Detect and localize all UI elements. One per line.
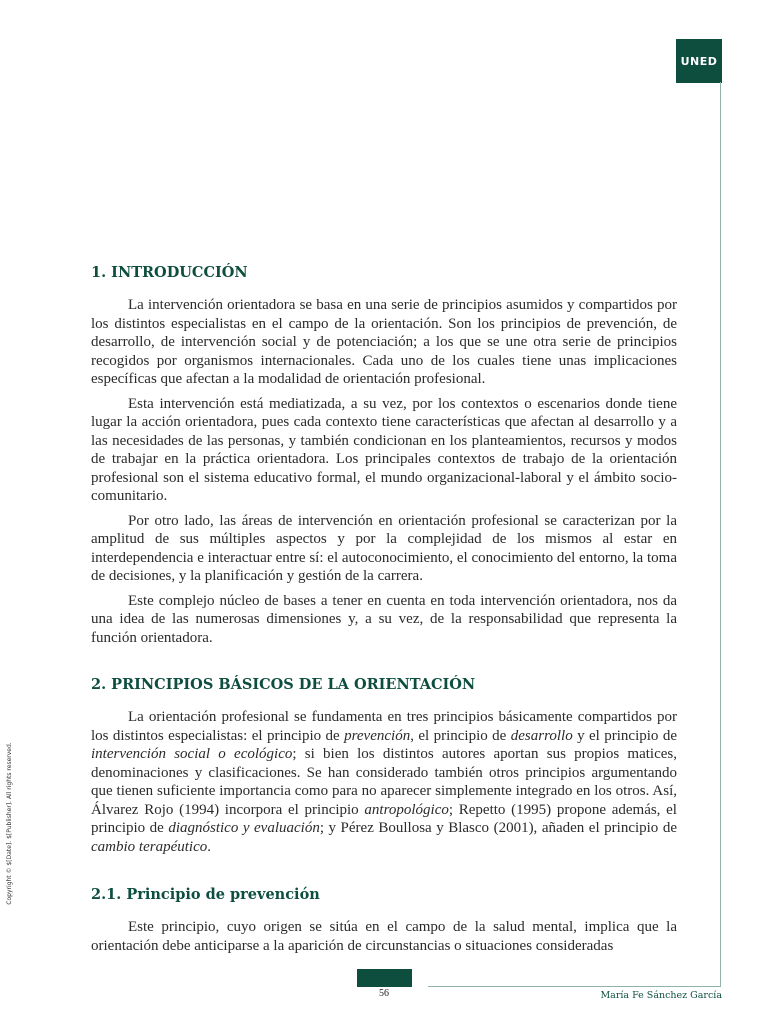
text-run: y el principio de	[572, 727, 677, 744]
paragraph: Este principio, cuyo origen se sitúa en el campo de la salud mental, implica que la orientación debe anticiparse a la aparición de circunstancias o situaciones consideradas	[91, 919, 677, 954]
italic-term: desarrollo	[510, 727, 573, 744]
uned-logo	[676, 39, 722, 83]
page-frame-horizontal	[428, 986, 721, 987]
text-run: ; y Pérez Boullosa y Blasco (2001), añaden el principio de	[319, 820, 677, 836]
paragraph: La intervención orientadora se basa en una serie de principios asumidos y compartidos por los distintos especialistas en el campo de la orientación. Son los principios de prevención, de desarrollo, de intervención social y de potenciación; a los que se une otra serie de principios recogidos por organismos internacionales. Cada uno de los cuales tiene unas implicaciones específicas que afectan a la modalidad de orientación profesional.	[91, 297, 677, 387]
page-number: 56	[379, 988, 389, 999]
copyright-notice	[2, 740, 14, 915]
text-run: .	[207, 838, 211, 855]
author-name: María Fe Sánchez García	[600, 990, 722, 1001]
document-body	[91, 262, 677, 955]
italic-term: intervención social o ecológico	[91, 746, 293, 762]
paragraph: Esta intervención está mediatizada, a su vez, por los contextos o escenarios donde tiene lugar la acción orientadora, pues cada contexto tiene características que afectan al desarrollo y a las necesidades de las personas, y también condicionan en los planteamientos, recursos y modos de trabajar en la práctica orientadora. Los principales contextos de trabajo de la orientación profesional son el sistema educativo formal, el mundo organizacional-laboral y el ámbito socio-comunitario.	[91, 395, 677, 504]
paragraph: Por otro lado, las áreas de intervención en orientación profesional se caracterizan por la amplitud de sus múltiples aspectos y por la complejidad de los mismos al estar en interdependencia e interactuar entre sí: el autoconocimiento, el conocimiento del entorno, la toma de decisiones, y la planificación y gestión de la carrera.	[91, 512, 677, 584]
text-run: , el principio de	[410, 727, 511, 744]
heading-introduccion: 1. INTRODUCCIÓN	[91, 264, 248, 281]
heading-principios-basicos: 2. PRINCIPIOS BÁSICOS DE LA ORIENTACIÓN	[91, 676, 476, 693]
paragraph	[91, 708, 677, 856]
copyright-text: Copyright © $[Date]. $[Publisher]. All rights reserved.	[6, 742, 13, 905]
italic-term: cambio terapéutico	[91, 838, 208, 855]
text-run: La orientación profesional se fundamenta en tres principios básicamente compartidos por los distintos especialistas: el principio de	[91, 709, 677, 744]
paragraph: Este complejo núcleo de bases a tener en cuenta en toda intervención orientadora, nos da una idea de las numerosas dimensiones y, a su vez, de la responsabilidad que representa la función orientadora.	[91, 592, 677, 646]
italic-term: prevención	[344, 727, 411, 744]
text-run: ; si bien los distintos autores aportan sus propios matices, denominaciones y clasificaciones. Se han considerado también otros principios argumentando que tienen suficiente importancia como para no aparecer simplemente integrado en los otros. Así, Álvarez Rojo (1994) incorpora el principio	[91, 746, 677, 818]
heading-principio-prevencion: 2.1. Principio de prevención	[91, 886, 320, 903]
italic-term: diagnóstico y evaluación	[168, 820, 320, 836]
italic-term: antropológico	[364, 801, 449, 818]
text-run: ; Repetto (1995) propone además, el principio de	[91, 801, 677, 836]
footer-tab	[357, 969, 412, 987]
logo-text: UNED	[680, 54, 718, 68]
page-frame-vertical	[720, 82, 721, 987]
